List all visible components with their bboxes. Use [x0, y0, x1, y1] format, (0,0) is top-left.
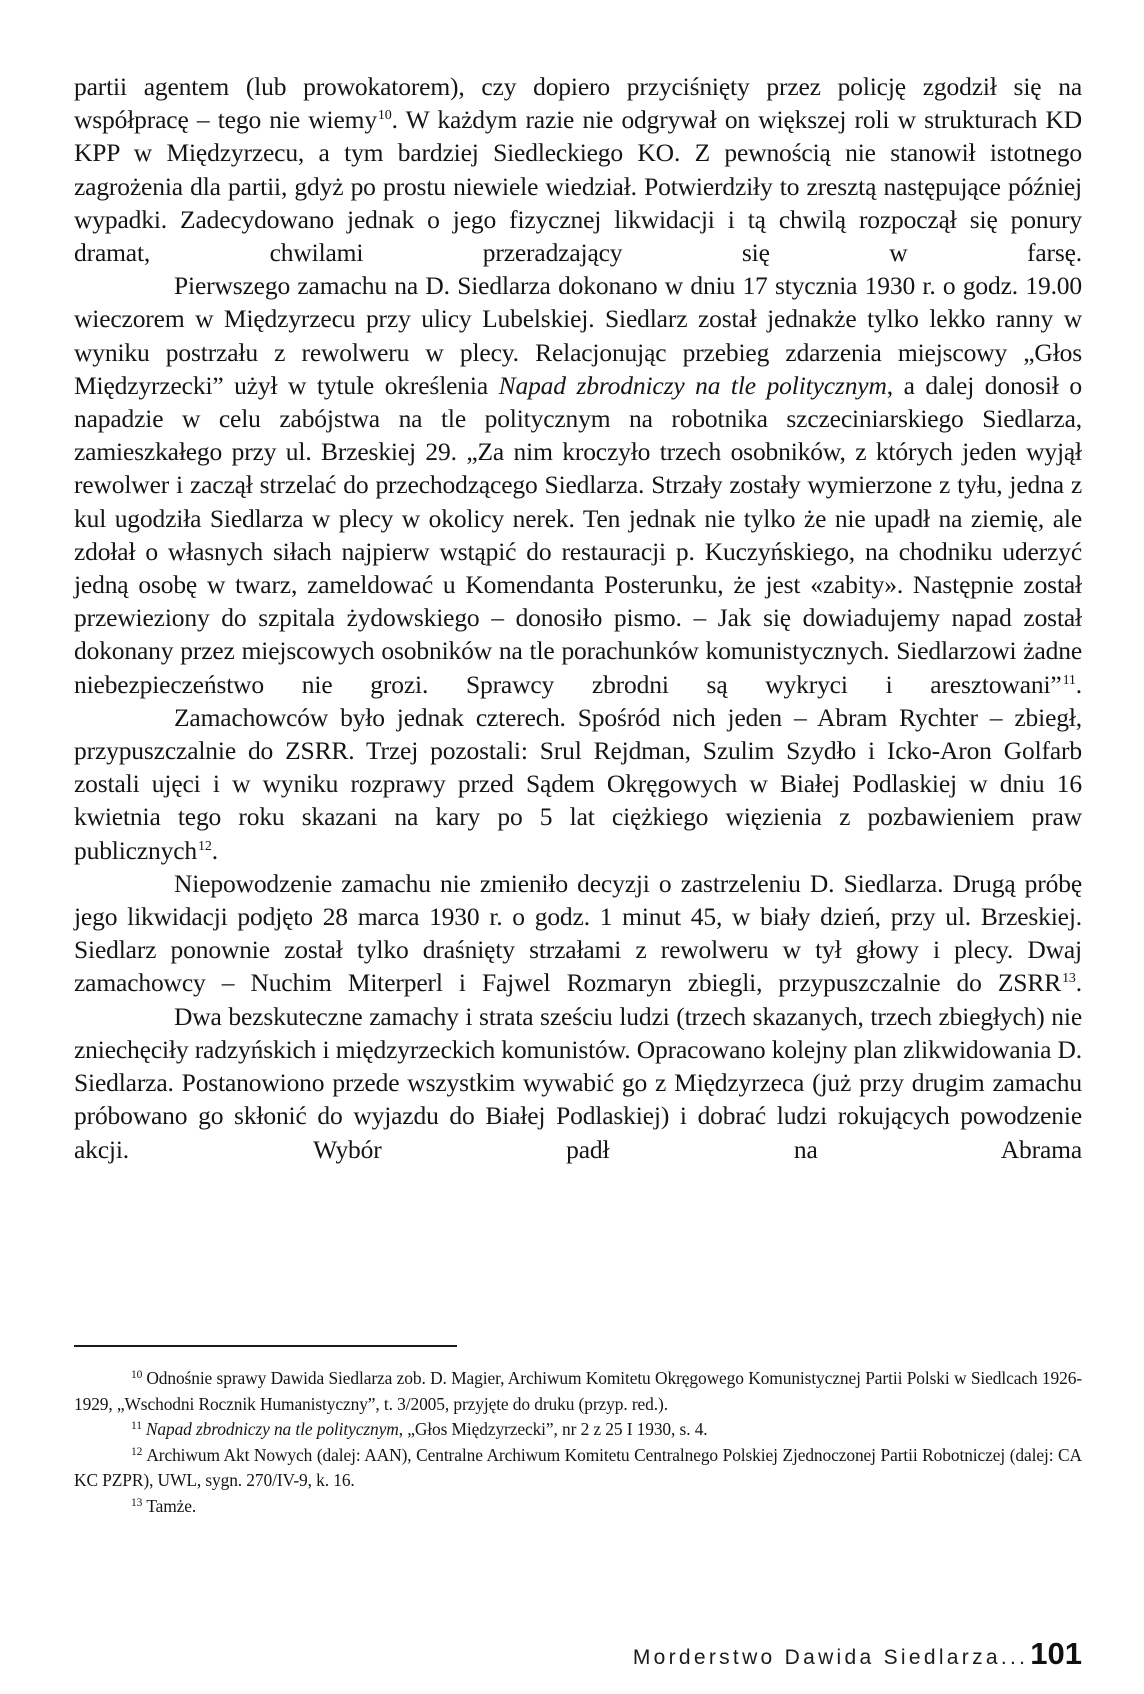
footnote-ref-12[interactable]: 12 [197, 838, 212, 854]
footnote-number: 11 [131, 1420, 142, 1432]
footnote-number: 13 [131, 1496, 143, 1509]
footnote-10: $^{10}$ Odnośnie sprawy Dawida Siedlarza zob. D. Magier, Archiwum Komitetu Okręgowego Komunistycznej Partii Polski w Siedlcach 1926-1929, „Wschodni Rocznik Humanistyczny”, t. 3/2005, przyjęte do druku (przyp. red.). [74, 1368, 1082, 1414]
page-number: 101 [1030, 1636, 1082, 1671]
footnote-number: 12 [131, 1445, 143, 1458]
running-title: Morderstwo Dawida Siedlarza... [632, 1646, 1029, 1669]
footnote-ref-10[interactable]: 10 [377, 108, 392, 124]
footnote-12: $^{12}$ Archiwum Akt Nowych (dalej: AAN), Centralne Archiwum Komitetu Centralnego Polskiej Zjednoczonej Partii Robotniczej (dalej: CA KC PZPR), UWL, sygn. 270/IV-9, k. 16. [74, 1444, 1082, 1490]
paragraph-5: Dwa bezskuteczne zamachy i strata sześciu ludzi (trzech skazanych, trzech zbiegłych) nie zniechęciły radzyńskich i międzyrzeckich komunistów. Opracowano kolejny plan zlikwidowania D. Siedlarza. Postanowiono przede wszystkim wywabić go z Międzyrzeca (już przy drugim zamachu próbowano go skłonić do wyjazdu do Białej Podlaskiej) i dobrać ludzi rokujących powodzenie akcji. Wybór padł na Abrama [74, 1001, 1082, 1164]
paragraph-2: Pierwszego zamachu na D. Siedlarza dokonano w dniu 17 stycznia 1930 r. o godz. 19.00 wieczorem w Międzyrzecu przy ulicy Lubelskiej. Siedlarz został jednakże tylko lekko ranny w wyniku postrzału z rewolweru w plecy. Relacjonując przebieg zdarzenia miejscowy „Głos Międzyrzecki” użył w tytule określenia Napad zbrodniczy na tle politycznym, a dalej donosił o napadzie w celu zabójstwa na tle politycznym na robotnika szczeciniarskiego Siedlarza, zamieszkałego przy ul. Brzeskiej 29. „Za nim kroczyło trzech osobników, z których jeden wyjął rewolwer i zaczął strzelać do przechodzącego Siedlarza. Strzały zostały wymierzone z tyłu, jedna z kul ugodziła Siedlarza w plecy w okolicy nerek. Ten jednak nie tylko że nie upadł na ziemię, ale zdołał o własnych siłach najpierw wstąpić do restauracji p. Kuczyńskiego, na chodniku uderzyć jedną osobę w twarz, zameldować u Komendanta Posterunku, że jest «zabity». Następnie został przewieziony do szpitala żydowskiego – donosiło pismo. – Jak się dowiadujemy napad został dokonany przez miejscowych osobników na tle porachunków komunistycznych. Siedlarzowi żadne niebezpieczeństwo nie grozi. Sprawcy zbrodni są wykryci i aresztowani”$^{11}$. [74, 271, 1083, 699]
footnote-11: $^{11}$ Napad zbrodniczy na tle politycznym, „Głos Międzyrzecki”, nr 2 z 25 I 1930, s. 4. [131, 1419, 708, 1439]
footnote-number: 10 [131, 1369, 143, 1381]
italic-title: Napad zbrodniczy na tle politycznym [498, 370, 887, 400]
paragraph-1: partii agentem (lub prowokatorem), czy dopiero przyciśnięty przez policję zgodził się na współpracę – tego nie wiemy$^{10}$. W każdym razie nie odgrywał on większej roli w strukturach KD KPP w Międzyrzecu, a tym bardziej Siedleckiego KO. Z pewnością nie stanowił istotnego zagrożenia dla partii, gdyż po prostu niewiele wiedział. Potwierdziły to zresztą następujące później wypadki. Zadecydowano jednak o jego fizycznej likwidacji i tą chwilą rozpoczął się ponury dramat, chwilami przeradzający się w farsę. [74, 72, 1082, 268]
running-footer [633, 1636, 1082, 1672]
footnotes [74, 1366, 1082, 1519]
footnote-ref-13[interactable]: 13 [1062, 971, 1076, 987]
footnote-13: $^{13}$ Tamże. [131, 1495, 197, 1516]
footnote-separator [74, 1345, 457, 1347]
footnote-ref-11[interactable]: 11 [1062, 672, 1076, 688]
paragraph-3: Zamachowców było jednak czterech. Spośród nich jeden – Abram Rychter – zbiegł, przypuszczalnie do ZSRR. Trzej pozostali: Srul Rejdman, Szulim Szydło i Icko-Aron Golfarb zostali ujęci i w wyniku rozprawy przed Sądem Okręgowych w Białej Podlaskiej w dniu 16 kwietnia tego roku skazani na kary po 5 lat ciężkiego więzienia z pozbawieniem praw publicznych$^{12}$. [74, 702, 1082, 865]
main-text [74, 70, 1082, 1166]
paragraph-4: Niepowodzenie zamachu nie zmieniło decyzji o zastrzeleniu D. Siedlarza. Drugą próbę jego likwidacji podjęto 28 marca 1930 r. o godz. 1 minut 45, w biały dzień, przy ul. Brzeskiej. Siedlarz ponownie został tylko draśnięty strzałami z rewolweru w tył głowy i plecy. Dwaj zamachowcy – Nuchim Miterperl i Fajwel Rozmaryn zbiegli, przypuszczalnie do ZSRR$^{13}$. [74, 868, 1082, 998]
